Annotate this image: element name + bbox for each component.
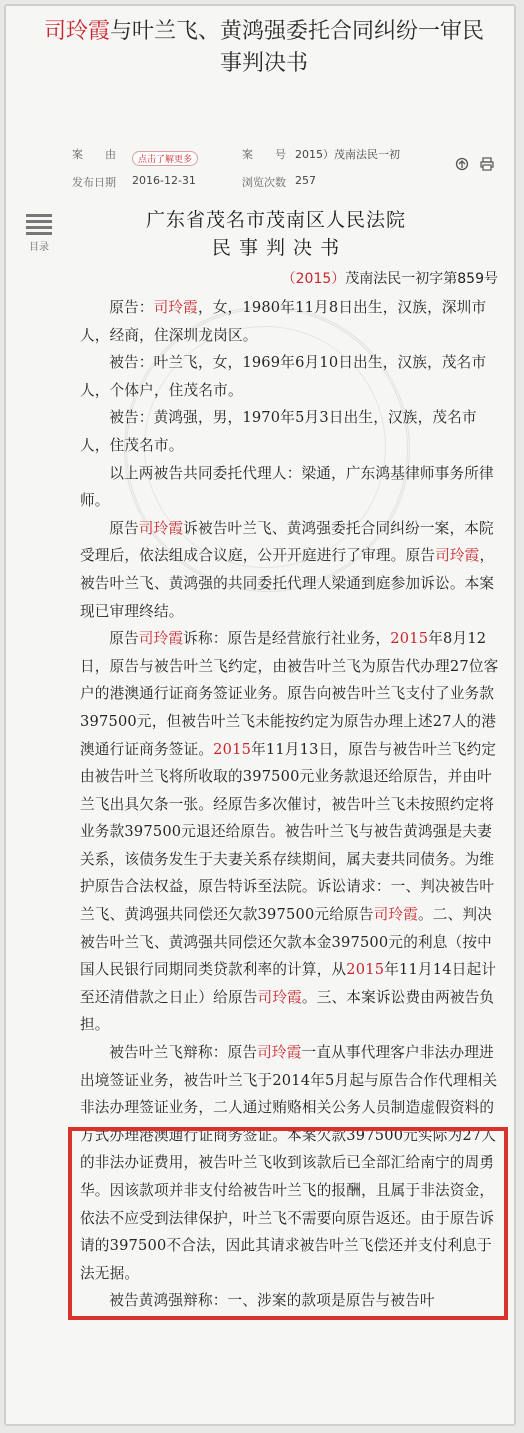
paragraph xyxy=(80,460,500,515)
highlighted-term: 2015 xyxy=(213,740,252,758)
paragraph-text: 年11月13日，原告与被告叶兰飞约定由被告叶兰飞将所收取的397500元业务款退还给原告，并由叶兰飞出具欠条一张。经原告多次催讨，被告叶兰飞未按照约定将业务款397500元退还给原告。被告叶兰飞与被告黄鸿强是夫妻关系，该债务发生于夫妻关系存续期间，属夫妻共同债务。为维护原告合法权益，原告特诉至法院。诉讼请求：一、判决被告叶兰飞、黄鸿强共同偿还欠款397500元给原告 xyxy=(80,740,497,924)
paragraph-text: 原告 xyxy=(109,630,139,648)
court-heading xyxy=(66,206,486,262)
case-no-label: 案 号 xyxy=(242,148,286,161)
highlighted-term: 司玲霞 xyxy=(373,906,419,924)
paragraph-text: 被告：黄鸿强，男，1970年5月3日出生，汉族，茂名市人，住茂名市。 xyxy=(80,409,477,454)
highlighted-term: 2015 xyxy=(390,630,429,648)
court-name: 广东省茂名市茂南区人民法院 xyxy=(145,209,406,231)
paragraph xyxy=(80,1039,500,1287)
print-icon[interactable] xyxy=(480,156,494,175)
highlighted-term: 2015 xyxy=(346,961,385,979)
views-label: 浏览次数 xyxy=(242,176,286,189)
share-icon[interactable] xyxy=(455,156,474,175)
highlighted-term: 司玲霞 xyxy=(435,547,480,565)
paragraph-text: ，被告叶兰飞、黄鸿强的共同委托代理人梁通到庭参加诉讼。本案现已审理终结。 xyxy=(80,547,495,620)
paragraph-text: 诉称：原告是经营旅行社业务， xyxy=(183,630,391,648)
toc-label: 目录 xyxy=(29,242,49,253)
list-icon xyxy=(26,214,52,235)
highlighted-term: 司玲霞 xyxy=(138,519,184,537)
case-number: （2015）茂南法民一初字第859号 xyxy=(281,271,498,287)
toolbar xyxy=(455,156,500,175)
paragraph-text: ，女，1980年11月8日出生，汉族，深圳市人，经商，住深圳龙岗区。 xyxy=(80,299,487,344)
page-title: 司玲霞与叶兰飞、黄鸿强委托合同纠纷一审民事判决书 xyxy=(43,19,485,76)
paragraph-text: 年11月14日起计至还清借款之日止）给原告 xyxy=(80,961,497,1006)
paragraph xyxy=(80,404,500,459)
paragraph xyxy=(80,625,500,1039)
highlighted-term: 司玲霞 xyxy=(138,630,184,648)
document-body xyxy=(80,294,500,1315)
paragraph-text: 诉被告叶兰飞、黄鸿强委托合同纠纷一案，本院受理后，依法组成合议庭，公开开庭进行了审理。原告 xyxy=(80,519,494,565)
publish-date-label: 发布日期 xyxy=(72,176,116,189)
paragraph-text: 。二、判决被告叶兰飞、黄鸿强共同偿还欠款本金397500元的利息（按中国人民银行同期同类贷款利率的计算，从 xyxy=(80,906,492,979)
highlighted-term: 司玲霞 xyxy=(153,299,198,316)
case-by-label: 案 由 xyxy=(72,148,116,161)
document-page xyxy=(4,4,516,1426)
paragraph-text: 被告黄鸿强辩称：一、涉案的款项是原告与被告叶 xyxy=(109,1292,435,1310)
document-type: 民 事 判 决 书 xyxy=(211,237,341,259)
paragraph xyxy=(80,349,500,404)
paragraph-text: 原告： xyxy=(109,299,154,316)
paragraph-text: 被告：叶兰飞，女，1969年6月10日出生，汉族，茂名市人，个体户，住茂名市。 xyxy=(80,354,487,399)
paragraph-text: 一直从事代理客户非法办理进出境签证业务，被告叶兰飞于2014年5月起与原告合作代理相关非法办理签证业务，二人通过贿赂相关公务人员制造虚假资料的方式办理港澳通行证商务签证。本案欠款397500元实际为27人的非法办证费用，被告叶兰飞收到该款后已全部汇给南宁的周勇华。因该款项并非支付给被告叶兰飞的报酬，且属于非法资金，依法不应受到法律保护，叶兰飞不需要向原告返还。由于原告诉请的397500不合法，因此其请求被告叶兰飞偿还并支付利息于法无据。 xyxy=(80,1044,498,1282)
publish-date-value: 2016-12-31 xyxy=(132,174,196,187)
paragraph-text: 。三、本案诉讼费由两被告负担。 xyxy=(80,988,495,1034)
highlighted-term: 司玲霞 xyxy=(257,988,302,1006)
highlighted-term: 司玲霞 xyxy=(257,1044,302,1062)
paragraph-text: 被告叶兰飞辩称：原告 xyxy=(109,1044,258,1062)
paragraph-text: 以上两被告共同委托代理人：梁通，广东鸿基律师事务所律师。 xyxy=(80,464,494,510)
views-value: 257 xyxy=(295,174,316,187)
learn-more-pill[interactable]: 点击了解更多 xyxy=(132,151,198,166)
toc-button[interactable] xyxy=(26,211,52,253)
paragraph xyxy=(80,294,500,349)
paragraph-text: 年8月12日，原告与被告叶兰飞约定，由被告叶兰飞为原告代办理27位客户的港澳通行证商务签证业务。原告向被告叶兰飞支付了业务款397500元，但被告叶兰飞未能按约定为原告办理上述27人的港澳通行证商务签证。 xyxy=(80,630,499,758)
paragraph xyxy=(80,515,500,625)
paragraph xyxy=(80,1287,500,1315)
paragraph-text: 原告 xyxy=(109,519,139,537)
case-no-value: 2015）茂南法民一初 xyxy=(295,148,400,161)
